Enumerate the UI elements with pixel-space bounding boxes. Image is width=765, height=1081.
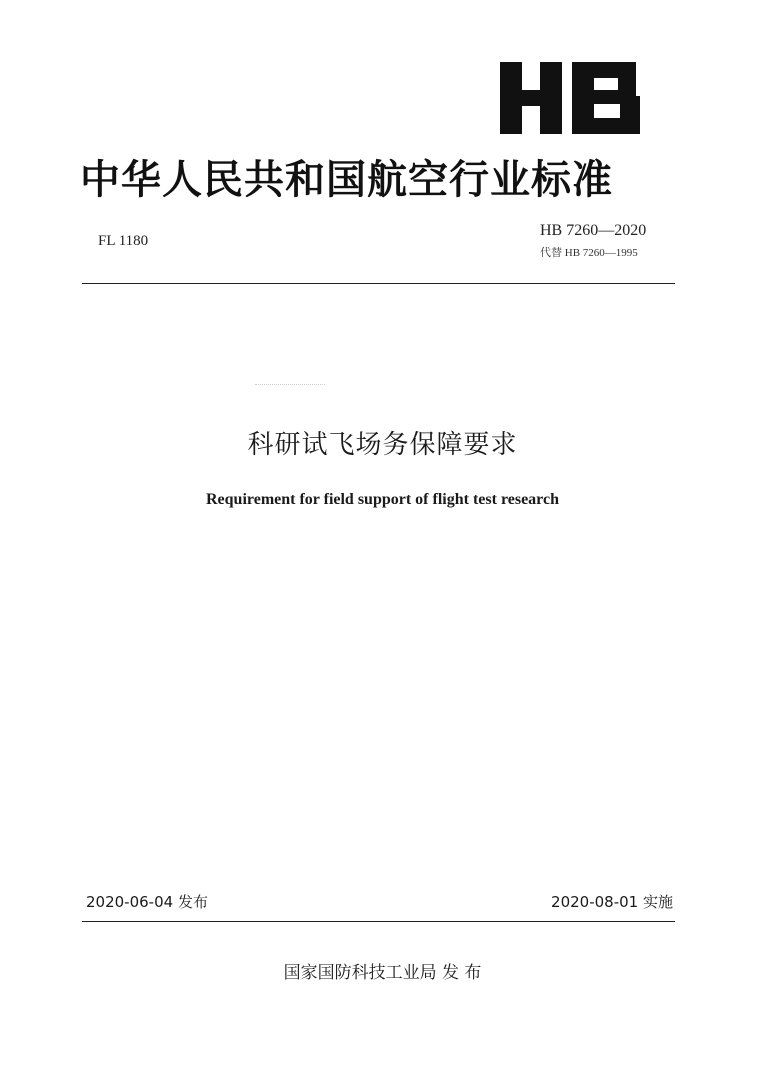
classification-code: FL 1180 [98, 233, 149, 249]
footer-divider [82, 921, 675, 922]
standard-number: HB 7260—2020 [540, 222, 647, 239]
publisher: 国家国防科技工业局 发 布 [283, 963, 482, 983]
header-divider [82, 283, 675, 284]
faint-scan-marks [255, 384, 325, 386]
industry-standard-header: 中华人民共和国航空行业标准 [80, 157, 613, 203]
implementation-date: 2020-08-01 实施 [551, 893, 673, 911]
issue-date: 2020-06-04 发布 [86, 893, 208, 911]
document-subtitle-english: Requirement for field support of flight test research [206, 491, 559, 508]
hb-logo-mark [500, 62, 640, 134]
document-title: 科研试飞场务保障要求 [247, 430, 518, 460]
replaced-standard: 代替 HB 7260—1995 [540, 247, 638, 259]
hb-logo [500, 62, 640, 134]
